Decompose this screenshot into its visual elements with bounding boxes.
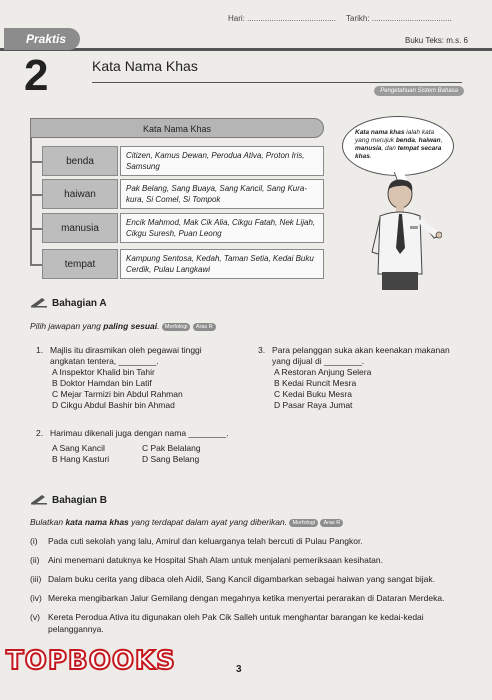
list-item (30, 554, 460, 566)
list-item (30, 611, 460, 635)
category-manusia: manusia (42, 213, 118, 243)
option-a[interactable]: A Restoran Anjung Selera (274, 367, 372, 377)
examples-benda: Citizen, Kamus Dewan, Perodua Ativa, Proton Iris, Samsung (120, 146, 324, 176)
branch-line (30, 194, 42, 196)
item-number: (iii) (30, 574, 42, 584)
instruction-text: Pilih jawapan yang (30, 321, 104, 331)
category-benda: benda (42, 146, 118, 176)
option-c[interactable]: C Pak Belalang (142, 443, 201, 453)
examples-tempat: Kampung Sentosa, Kedah, Taman Setia, Kedai Buku Cerdik, Pulau Langkawi (120, 249, 324, 279)
diagram-connector (30, 138, 32, 266)
option-c[interactable]: C Mejar Tarmizi bin Abdul Rahman (52, 389, 183, 399)
bahagian-b-instruction (30, 517, 343, 527)
bubble-term: Kata nama khas (355, 129, 405, 136)
category-haiwan: haiwan (42, 179, 118, 209)
bahagian-b-list (30, 535, 460, 642)
chapter-title: Kata Nama Khas (92, 58, 198, 74)
item-number: (ii) (30, 555, 40, 565)
bubble-term: haiwan (418, 137, 441, 144)
list-item (30, 592, 460, 604)
morfologi-tag: Morfologi (289, 519, 318, 527)
item-text[interactable]: Kereta Perodua Ativa itu digunakan oleh Pak Cik Salleh untuk menghantar barangan ke kedai-kedai pelanggannya. (48, 612, 424, 634)
question-number: 3. (258, 345, 266, 355)
item-text[interactable]: Mereka mengibarkan Jalur Gemilang dengan megahnya ketika menyertai perarakan di Dataran Merdeka. (48, 593, 445, 603)
bubble-text: , dan (381, 145, 398, 152)
item-text[interactable]: Aini menemani datuknya ke Hospital Shah Alam untuk menjalani pemeriksaan kesihatan. (48, 555, 383, 565)
question-2 (36, 428, 236, 465)
question-text: Majlis itu dirasmikan oleh pegawai tinggi angkatan tentera, ________. (50, 345, 202, 366)
option-b[interactable]: B Kedai Runcit Mesra (274, 378, 357, 388)
item-number: (v) (30, 612, 40, 622)
option-b[interactable]: B Hang Kasturi (52, 454, 110, 464)
bubble-text: . (369, 153, 372, 160)
bubble-text: , (440, 137, 443, 144)
question-text: Harimau dikenali juga dengan nama ________. (50, 428, 229, 438)
speech-bubble (342, 116, 454, 176)
pencil-icon (30, 493, 48, 505)
question-1 (36, 345, 236, 411)
bubble-term: benda (395, 137, 415, 144)
option-c[interactable]: C Kedai Buku Mesra (274, 389, 352, 399)
question-number: 1. (36, 345, 44, 355)
bubble-text: ialah kata yang merujuk (355, 129, 435, 144)
list-item (30, 535, 460, 547)
option-a[interactable]: A Sang Kancil (52, 443, 105, 453)
item-text[interactable]: Pada cuti sekolah yang lalu, Amirul dan keluarganya telah bercuti di Pulau Pangkor. (48, 536, 363, 546)
topbooks-logo: TOPBOOKS (6, 646, 176, 676)
item-text[interactable]: Dalam buku cerita yang dibaca oleh Aidil, Sang Kancil digambarkan sebagai haiwan yang sangat bijak. (48, 574, 435, 584)
examples-manusia: Encik Mahmod, Mak Cik Alia, Cikgu Fatah, Nek Lijah, Cikgu Suresh, Puan Leong (120, 213, 324, 243)
bubble-text: , (414, 137, 419, 144)
instruction-emphasis: paling sesuai (103, 321, 158, 331)
bahagian-b-title: Bahagian B (52, 495, 108, 506)
option-b[interactable]: B Doktor Hamdan bin Latif (52, 378, 152, 388)
aras-tag: Aras R (193, 323, 216, 331)
praktis-tab: Praktis (4, 28, 80, 50)
pencil-icon (30, 296, 48, 308)
diagram-heading: Kata Nama Khas (30, 118, 324, 138)
bahagian-a-title: Bahagian A (52, 298, 107, 309)
instruction-text: yang terdapat dalam ayat yang diberikan. (128, 517, 288, 527)
item-number: (iv) (30, 593, 42, 603)
question-3 (258, 345, 463, 411)
option-d[interactable]: D Pasar Raya Jumat (274, 400, 353, 410)
instruction-text: . (157, 321, 160, 331)
bubble-term: manusia (355, 145, 382, 152)
branch-line (30, 264, 42, 266)
buku-teks-ref: Buku Teks: m.s. 6 (405, 36, 468, 45)
morfologi-tag: Morfologi (162, 323, 191, 331)
list-item (30, 573, 460, 585)
instruction-emphasis: kata nama khas (65, 517, 129, 527)
title-rule (92, 82, 462, 83)
tarikh-field: Tarikh: .................................... (346, 14, 452, 23)
item-number: (i) (30, 536, 38, 546)
examples-haiwan: Pak Belang, Sang Buaya, Sang Kancil, Sang Kura-kura, Si Comel, Si Tompok (120, 179, 324, 209)
category-tempat: tempat (42, 249, 118, 279)
bahagian-a-instruction (30, 321, 216, 331)
branch-line (30, 228, 42, 230)
instruction-text: Bulatkan (30, 517, 66, 527)
question-text: Para pelanggan suka akan keenakan makanan yang dijual di ________. (272, 345, 450, 366)
chapter-number: 2 (24, 51, 49, 100)
option-d[interactable]: D Cikgu Abdul Bashir bin Ahmad (52, 400, 175, 410)
branch-line (30, 161, 42, 163)
topic-pill: Pengetahuan Sistem Bahasa (374, 86, 464, 96)
bubble-term: tempat secara khas (355, 145, 442, 160)
question-number: 2. (36, 428, 44, 438)
option-d[interactable]: D Sang Belang (142, 454, 200, 464)
aras-tag: Aras R (320, 519, 343, 527)
option-a[interactable]: A Inspektor Khalid bin Tahir (52, 367, 155, 377)
hari-field: Hari: ........................................ (228, 14, 337, 23)
teacher-illustration (362, 178, 442, 290)
page-number: 3 (236, 664, 242, 675)
